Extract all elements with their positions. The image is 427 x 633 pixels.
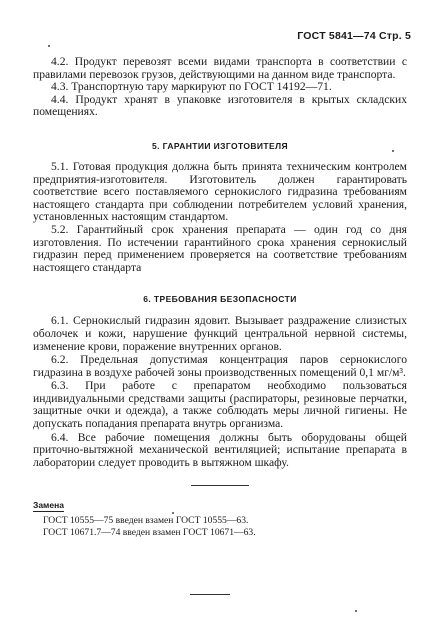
paragraph-6-4: 6.4. Все рабочие помещения должны быть оборудованы общей приточно-вытяжной механической вентиляцией; испытание препарата в лаборатории следует проводить в вытяжном шкафу. [33,430,407,469]
note-line-2: ГОСТ 10671.7—74 введен взамен ГОСТ 10671—63. [43,526,256,538]
paragraph-6-1: 6.1. Сернокислый гидразин ядовит. Вызывает раздражение слизистых оболочек и кожи, нарушение функций центральной нервной системы, изменение крови, поражение внутренних органов. [33,314,407,353]
scan-speck [392,150,394,152]
section-divider [191,485,249,486]
paragraph-6-2: 6.2. Предельная допустимая концентрация паров сернокислого гидразина в воздухе рабочей зоны производственных помещений 0,1 мг/м³. [33,353,407,379]
section-6-title: 6. ТРЕБОВАНИЯ БЕЗОПАСНОСТИ [143,294,297,305]
section-5-title: 5. ГАРАНТИИ ИЗГОТОВИТЕЛЯ [152,140,288,151]
paragraph-4-2: 4.2. Продукт перевозят всеми видами транспорта в соответствии с правилами перевозок грузов, действующими на данном виде транспорта. [33,55,407,81]
notes-heading: Замена [33,500,64,511]
note-line-1: ГОСТ 10555—75 введен взамен ГОСТ 10555—63. [43,515,249,527]
paragraph-6-3: 6.3. При работе с препаратом необходимо пользоваться индивидуальными средствами защиты (распираторы, резиновые перчатки, защитные очки и одежда), а также соблюдать меры личной гигиены. Не допускать попадания препарата внутрь организма. [33,379,407,431]
paragraph-5-2: 5.2. Гарантийный срок хранения препарата — один год со дня изготовления. По истечении гарантийного срока хранения сернокислый гидразин перед применением проверяется на соответствие требованиям настоящего стандарта [33,222,407,274]
scan-speck [172,512,174,514]
scan-speck [355,610,357,612]
page-header: ГОСТ 5841—74 Стр. 5 [297,30,411,42]
paragraph-4-3: 4.3. Транспортную тару маркируют по ГОСТ 14192—71. [51,80,332,94]
document-body [33,56,407,538]
paragraph-4-4: 4.4. Продукт хранят в упаковке изготовителя в крытых складских помещениях. [33,92,407,119]
paragraph-5-1: 5.1. Готовая продукция должна быть принята техническим контролем предприятия-изготовителя. Изготовитель должен гарантировать соответствие всего поставляемого сернокислого гидразина требованиям настоящего стандарта при соблюдении потребителем условий хранения, установленных настоящим стандартом. [33,159,407,224]
bottom-rule [190,594,230,595]
scan-speck [48,45,50,47]
notes-block [33,515,407,537]
